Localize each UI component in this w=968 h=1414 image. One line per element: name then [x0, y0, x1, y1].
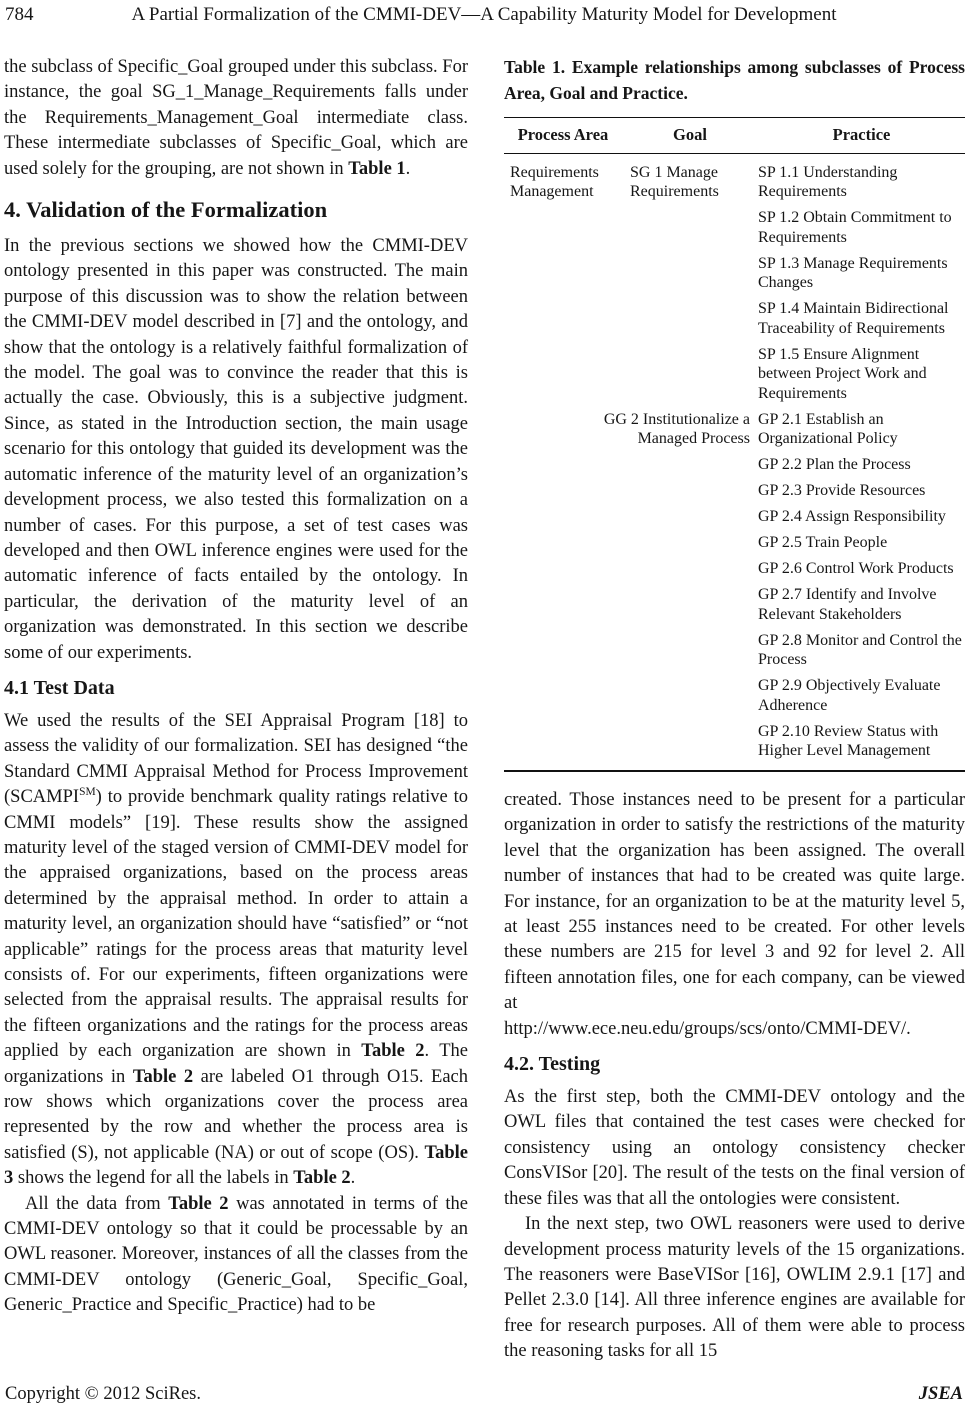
table-practice-entry: GP 2.8 Monitor and Control the Process: [758, 631, 962, 668]
table-row-group: [504, 410, 965, 768]
table-cell-practices: [758, 163, 965, 410]
table-practice-entry: SP 1.2 Obtain Commitment to Requirements: [758, 209, 952, 246]
left-column: [4, 55, 468, 1319]
table-practice-entry: GP 2.6 Control Work Products: [758, 560, 954, 577]
section-4-2-paragraph-1: As the first step, both the CMMI-DEV ontology and the OWL files that contained the test cases were checked for consistency using an ontology consistency checker ConsVISor [20]. The result of the tests on the final version of these files was that all the ontologies were consistent.: [504, 1087, 965, 1209]
table-practice-entry: GP 2.2 Plan the Process: [758, 456, 911, 473]
section-4-paragraph: In the previous sections we showed how the CMMI-DEV ontology presented in this paper was constructed. The main purpose of this discussion was to show the relation between the CMMI-DEV model described in [7] and the ontology, and show that the ontology is a relatively faithful formalization of the model. The goal was to convince the reader that this is actually the case. Obviously, this is a subjective judgment. Since, as stated in the Introduction section, the main usage scenario for this ontology that guided its development was the automatic inference of the maturity level of an organization’s development process, we also tested this formalization on a number of cases. For this purpose, a set of test cases was developed and then OWL inference engines were used for the automatic inference of facts entailed by the ontology. In particular, the derivation of the maturity level of an organization was demonstrated. In this section we describe some of our experiments.: [4, 236, 468, 663]
annotation-files-url: http://www.ece.neu.edu/groups/scs/onto/CMMI-DEV/.: [504, 1018, 911, 1039]
table-cell-goal: SG 1 Manage Requirements: [630, 163, 719, 200]
table-row-group: [504, 163, 965, 410]
section-4-heading: 4. Validation of the Formalization: [4, 197, 328, 223]
paragraph-after-table: created. Those instances need to be present for a particular organization in order to satisfy the restrictions of the maturity level that the organization has been assigned. The overall number of instances that had to be created was quite large. For instance, for an organization to be at the maturity level 5, at least 255 instances need to be created. For other levels these numbers are 215 for level 3 and 92 for level 2. All fifteen annotation files, one for each company, can be viewed at: [504, 790, 965, 1014]
section-4-2-paragraph-2: In the next step, two OWL reasoners were used to derive development process maturity levels of the 15 organizations. The reasoners were BaseVISor [16], OWLIM 2.9.1 [17] and Pellet 2.3.0 [14]. All three inference engines are available for free for research purposes. All of them were able to process the reasoning tasks for all 15: [504, 1214, 965, 1362]
table-practice-entry: GP 2.4 Assign Responsibility: [758, 508, 946, 525]
table-body: [504, 154, 965, 771]
section-4-1-paragraph-2: All the data from Table 2 was annotated in terms of the CMMI-DEV ontology so that it could be processable by an OWL reasoner. Moreover, instances of all the classes from the CMMI-DEV ontology (Generic_Goal, Specific_Goal, Generic_Practice and Specific_Practice) had to be: [4, 1193, 468, 1316]
intro-paragraph: the subclass of Specific_Goal grouped under this subclass. For instance, the goal SG_1_Manage_Requirements falls under the Requirements_Management_Goal intermediate class. These intermediate subclasses of Specific_Goal, which are used solely for the grouping, are not shown in Table 1.: [4, 57, 468, 179]
right-column: [504, 55, 965, 1365]
table-header-row: [504, 118, 965, 153]
section-4-1-paragraph-1: We used the results of the SEI Appraisal Program [18] to assess the validity of our formalization. SEI has designed “the Standard CMMI Appraisal Method for Process Improvement (SCAMPI℠) to provide benchmark quality ratings relative to CMMI models” [19]. These results show the assigned maturity level of the staged version of CMMI-DEV model for the appraised organizations, based on the process areas determined by the appraisal method. In order to attain a maturity level, an organization should have “satisfied” or “not applicable” ratings for the process areas that maturity level consists of. For our experiments, fifteen organizations were selected from the appraisal results. The appraisal results for the fifteen organizations and the ratings for the process areas applied by each organization are shown in Table 2. The organizations in Table 2 are labeled O1 through O15. Each row shows which organizations cover the process area represented by the row and whether the process area is satisfied (S), not applicable (NA) or out of scope (OS). Table 3 shows the legend for all the labels in Table 2.: [4, 710, 469, 1189]
section-4-1-heading: 4.1 Test Data: [4, 676, 115, 699]
table-1-caption: Table 1. Example relationships among subclasses of Process Area, Goal and Practice.: [504, 57, 965, 103]
table-cell-practices: [758, 410, 965, 768]
table-practice-entry: SP 1.3 Manage Requirements Changes: [758, 254, 948, 291]
table-practice-entry: SP 1.1 Understanding Requirements: [758, 163, 898, 200]
page-footer: [5, 1384, 963, 1405]
table-practice-entry: SP 1.4 Maintain Bidirectional Traceability of Requirements: [758, 300, 949, 337]
column-header-practice: Practice: [832, 125, 891, 144]
table-practice-entry: GP 2.7 Identify and Involve Relevant Stakeholders: [758, 586, 937, 623]
table-practice-entry: GP 2.3 Provide Resources: [758, 482, 926, 499]
table-practice-entry: GP 2.1 Establish an Organizational Policy: [758, 410, 898, 447]
table-practice-entry: GP 2.10 Review Status with Higher Level Management: [758, 722, 939, 759]
copyright-notice: Copyright © 2012 SciRes.: [5, 1384, 201, 1404]
column-header-process-area: Process Area: [517, 125, 609, 144]
running-header: [5, 4, 963, 30]
table-practice-entry: SP 1.5 Ensure Alignment between Project Work and Requirements: [758, 345, 927, 402]
running-title: A Partial Formalization of the CMMI-DEV—A Capability Maturity Model for Development: [131, 4, 837, 25]
table-bottom-rule: [504, 770, 965, 772]
table-cell-process-area: Requirements Management: [510, 163, 599, 200]
column-header-goal: Goal: [673, 125, 707, 144]
page-number: 784: [5, 4, 34, 25]
table-practice-entry: GP 2.9 Objectively Evaluate Adherence: [758, 677, 941, 714]
table-cell-goal: GG 2 Institutionalize a Managed Process: [603, 410, 750, 447]
table-1: [504, 117, 965, 772]
section-4-2-heading: 4.2. Testing: [504, 1053, 601, 1076]
journal-abbreviation: JSEA: [918, 1384, 963, 1404]
table-practice-entry: GP 2.5 Train People: [758, 534, 888, 551]
